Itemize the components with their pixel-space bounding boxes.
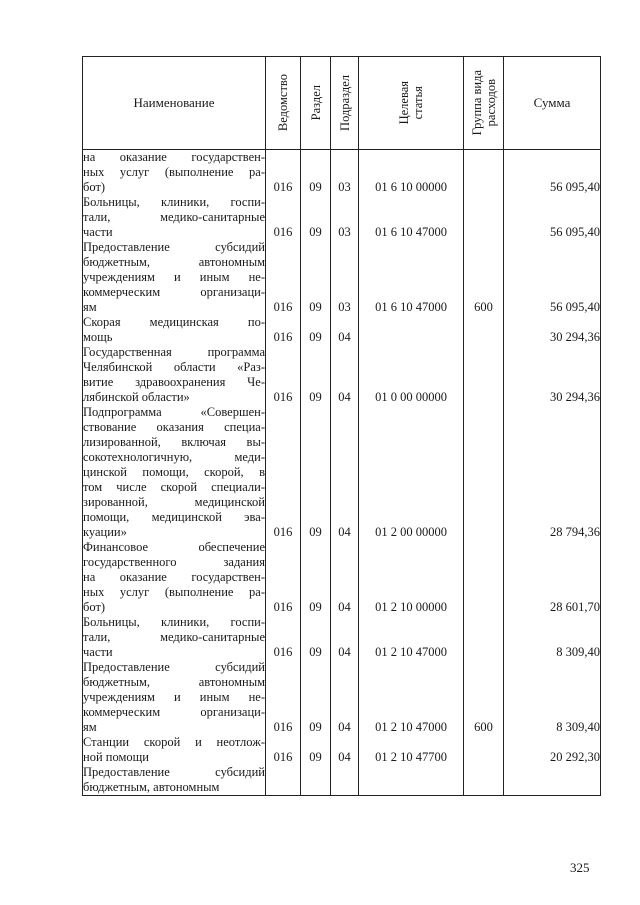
header-group [464, 57, 504, 150]
row-target-cell [359, 315, 464, 345]
row-podrazdel-cell: 04 [331, 315, 359, 345]
row-name-cell [83, 240, 266, 315]
row-razdel-cell: 09 [301, 315, 331, 345]
row-target-cell: 01 0 00 00000 [359, 345, 464, 405]
table-row [83, 405, 601, 540]
row-name-line: витие здравоохранения Че- [83, 375, 265, 389]
row-target-cell [359, 765, 464, 796]
row-razdel-cell: 09 [301, 540, 331, 615]
row-name-cell [83, 405, 266, 540]
row-name-line: Больницы, клиники, госпи- [83, 615, 265, 629]
row-group-cell [464, 615, 504, 660]
budget-table [82, 56, 601, 796]
row-target-cell: 01 6 10 47000 [359, 195, 464, 240]
row-name-line: части [83, 645, 113, 659]
row-ved-cell [266, 765, 301, 796]
row-sum-cell [504, 765, 601, 796]
row-ved-cell: 016 [266, 615, 301, 660]
row-name-cell [83, 735, 266, 765]
row-razdel-cell [301, 765, 331, 796]
row-target-cell: 01 6 10 47000 [359, 240, 464, 315]
row-name-line: бюджетным, автономным [83, 675, 265, 689]
row-group-cell [464, 150, 504, 196]
row-ved-cell: 016 [266, 150, 301, 196]
row-name-line: сокотехнологичную, меди- [83, 450, 265, 464]
row-name-line: на оказание государствен- [83, 150, 265, 164]
header-razdel [301, 57, 331, 150]
table-body [83, 150, 601, 796]
row-name-line: Предоставление субсидий [83, 240, 265, 254]
row-name-line: цинской помощи, скорой, в [83, 465, 265, 479]
row-sum-cell: 28 601,70 [504, 540, 601, 615]
row-ved-cell: 016 [266, 240, 301, 315]
row-name-line: бюджетным, автономным [83, 780, 220, 794]
table-row [83, 615, 601, 660]
table-header [83, 57, 601, 150]
row-ved-cell: 016 [266, 195, 301, 240]
header-ved-label: Ведомство [276, 74, 290, 132]
table-row [83, 195, 601, 240]
row-ved-cell: 016 [266, 735, 301, 765]
row-name-line: бот) [83, 600, 106, 614]
row-podrazdel-cell [331, 765, 359, 796]
row-name-line: куации» [83, 525, 127, 539]
row-name-cell [83, 660, 266, 735]
row-name-cell [83, 615, 266, 660]
row-name-line: коммерческим организаци- [83, 285, 265, 299]
row-name-line: бюджетным, автономным [83, 255, 265, 269]
row-podrazdel-cell: 04 [331, 660, 359, 735]
table-row [83, 660, 601, 735]
row-name-line: ной помощи [83, 750, 149, 764]
row-name-line: коммерческим организаци- [83, 705, 265, 719]
row-group-cell [464, 315, 504, 345]
row-podrazdel-cell: 03 [331, 195, 359, 240]
row-name-line: части [83, 225, 113, 239]
row-name-line: ствование оказания специа- [83, 420, 265, 434]
row-group-cell [464, 405, 504, 540]
row-sum-cell: 30 294,36 [504, 315, 601, 345]
row-target-cell: 01 2 10 00000 [359, 540, 464, 615]
row-name-line: на оказание государствен- [83, 570, 265, 584]
row-podrazdel-cell: 03 [331, 240, 359, 315]
row-group-cell [464, 345, 504, 405]
row-group-cell [464, 765, 504, 796]
row-name-line: Государственная программа [83, 345, 265, 359]
header-target-label: Целевая статья [397, 81, 425, 125]
row-name-cell [83, 345, 266, 405]
row-podrazdel-cell: 04 [331, 615, 359, 660]
row-name-line: Челябинской области «Раз- [83, 360, 265, 374]
row-ved-cell: 016 [266, 540, 301, 615]
row-name-line: Подпрограмма «Совершен- [83, 405, 265, 419]
row-name-line: бот) [83, 180, 106, 194]
row-name-line: том числе скорой специали- [83, 480, 265, 494]
row-group-cell [464, 735, 504, 765]
table-row [83, 735, 601, 765]
row-name-line: Предоставление субсидий [83, 660, 265, 674]
row-ved-cell: 016 [266, 315, 301, 345]
row-name-line: лябинской области» [83, 390, 190, 404]
page-number: 325 [570, 860, 590, 875]
row-razdel-cell: 09 [301, 735, 331, 765]
row-razdel-cell: 09 [301, 345, 331, 405]
row-name-line: Больницы, клиники, госпи- [83, 195, 265, 209]
table-row [83, 765, 601, 796]
row-name-cell [83, 150, 266, 196]
row-name-line: Станции скорой и неотлож- [83, 735, 265, 749]
row-ved-cell: 016 [266, 660, 301, 735]
row-razdel-cell: 09 [301, 240, 331, 315]
header-podrazdel [331, 57, 359, 150]
table-row [83, 240, 601, 315]
row-target-cell: 01 6 10 00000 [359, 150, 464, 196]
row-name-line: лизированной, включая вы- [83, 435, 265, 449]
header-sum: Сумма [504, 57, 601, 150]
row-razdel-cell: 09 [301, 615, 331, 660]
row-name-line: помощи, медицинской эва- [83, 510, 265, 524]
row-name-line: учреждениям и иным не- [83, 690, 265, 704]
row-name-line: мощь [83, 330, 113, 344]
row-name-line: государственного задания [83, 555, 265, 569]
header-razdel-label: Раздел [308, 85, 323, 121]
row-name-line: тали, медико-санитарные [83, 630, 265, 644]
row-sum-cell: 8 309,40 [504, 660, 601, 735]
row-group-cell [464, 540, 504, 615]
row-name-cell [83, 765, 266, 796]
row-name-line: тали, медико-санитарные [83, 210, 265, 224]
row-podrazdel-cell: 04 [331, 345, 359, 405]
row-name-cell [83, 315, 266, 345]
row-ved-cell: 016 [266, 345, 301, 405]
row-name-line: ных услуг (выполнение ра- [83, 585, 265, 599]
row-name-line: ных услуг (выполнение ра- [83, 165, 265, 179]
table-row [83, 315, 601, 345]
row-sum-cell: 56 095,40 [504, 195, 601, 240]
row-name-line: зированной, медицинской [83, 495, 265, 509]
row-target-cell: 01 2 00 00000 [359, 405, 464, 540]
row-name-line: учреждениям и иным не- [83, 270, 265, 284]
row-razdel-cell: 09 [301, 660, 331, 735]
row-target-cell: 01 2 10 47000 [359, 615, 464, 660]
row-sum-cell: 56 095,40 [504, 240, 601, 315]
row-name-line: ям [83, 720, 97, 734]
table-row [83, 150, 601, 196]
row-podrazdel-cell: 04 [331, 540, 359, 615]
row-target-cell: 01 2 10 47000 [359, 660, 464, 735]
row-razdel-cell: 09 [301, 150, 331, 196]
row-name-cell [83, 195, 266, 240]
row-group-cell: 600 [464, 660, 504, 735]
row-name-cell [83, 540, 266, 615]
row-target-cell: 01 2 10 47700 [359, 735, 464, 765]
row-group-cell: 600 [464, 240, 504, 315]
row-sum-cell: 20 292,30 [504, 735, 601, 765]
row-name-line: ям [83, 300, 97, 314]
row-sum-cell: 30 294,36 [504, 345, 601, 405]
row-ved-cell: 016 [266, 405, 301, 540]
row-sum-cell: 28 794,36 [504, 405, 601, 540]
row-razdel-cell: 09 [301, 405, 331, 540]
table-row [83, 540, 601, 615]
header-ved [266, 57, 301, 150]
row-podrazdel-cell: 04 [331, 405, 359, 540]
table-row [83, 345, 601, 405]
row-name-line: Предоставление субсидий [83, 765, 265, 779]
row-sum-cell: 56 095,40 [504, 150, 601, 196]
header-target [359, 57, 464, 150]
header-podrazdel-label: Подраздел [337, 75, 352, 131]
header-group-label: Группа вида расходов [469, 70, 498, 136]
row-podrazdel-cell: 04 [331, 735, 359, 765]
row-name-line: Финансовое обеспечение [83, 540, 265, 554]
row-razdel-cell: 09 [301, 195, 331, 240]
row-name-line: Скорая медицинская по- [83, 315, 265, 329]
header-name: Наименование [83, 57, 266, 150]
row-group-cell [464, 195, 504, 240]
row-sum-cell: 8 309,40 [504, 615, 601, 660]
row-podrazdel-cell: 03 [331, 150, 359, 196]
